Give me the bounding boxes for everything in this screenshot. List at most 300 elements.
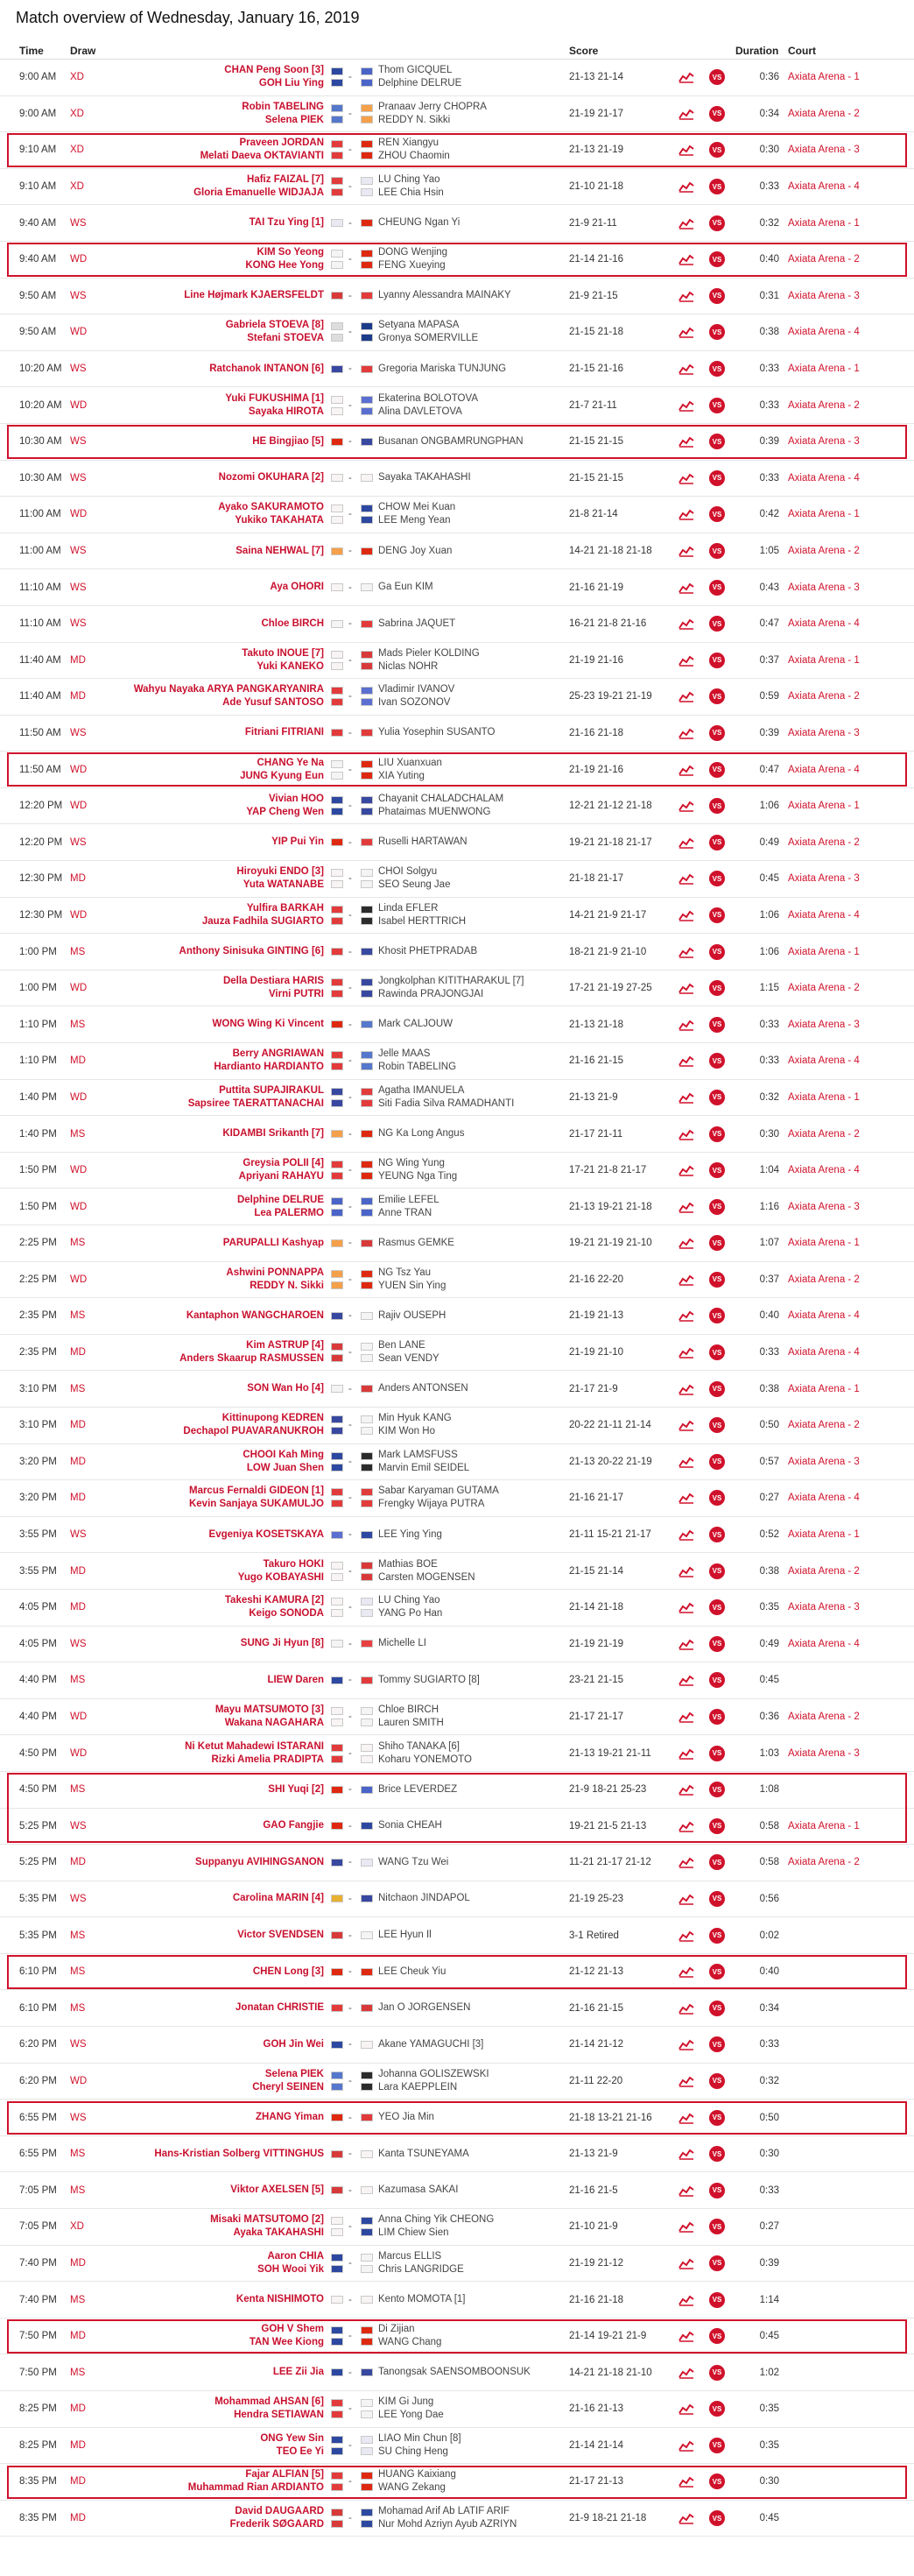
stats-chart-icon[interactable]: [678, 2064, 694, 2100]
draw-link[interactable]: WS: [70, 472, 87, 483]
away-player-link[interactable]: YEUNG Nga Ting: [378, 1171, 458, 1182]
home-player-link[interactable]: Misaki MATSUTOMO [2]: [210, 2214, 324, 2226]
head-to-head-button[interactable]: [709, 1809, 725, 1845]
home-player-link[interactable]: Victor SVENDSEN: [237, 1930, 324, 1941]
head-to-head-button[interactable]: [709, 1189, 725, 1224]
head-to-head-button[interactable]: [709, 1153, 725, 1189]
away-player-link[interactable]: Pranaav Jerry CHOPRA: [378, 101, 487, 112]
draw-link[interactable]: WS: [70, 217, 87, 229]
away-player-link[interactable]: LEE Yong Dae: [378, 2410, 444, 2421]
head-to-head-button[interactable]: [709, 934, 725, 970]
home-player-link[interactable]: WONG Wing Ki Vincent: [212, 1019, 324, 1030]
home-player-link[interactable]: Aaron CHIA: [267, 2250, 324, 2262]
head-to-head-button[interactable]: [709, 1116, 725, 1152]
court-link[interactable]: Axiata Arena - 3: [788, 873, 860, 885]
away-player-link[interactable]: Marvin Emil SEIDEL: [378, 1462, 470, 1473]
away-player-link[interactable]: Frengky Wijaya PUTRA: [378, 1499, 485, 1510]
head-to-head-button[interactable]: [709, 1772, 725, 1808]
away-player-link[interactable]: DENG Joy Xuan: [378, 545, 453, 556]
home-player-link[interactable]: Keigo SONODA: [249, 1608, 324, 1620]
court-link[interactable]: Axiata Arena - 1: [788, 654, 860, 666]
home-player-link[interactable]: Apriyani RAHAYU: [238, 1171, 324, 1182]
head-to-head-button[interactable]: [709, 1444, 725, 1480]
head-to-head-button[interactable]: [709, 1990, 725, 2026]
away-player-link[interactable]: Chayanit CHALADCHALAM: [378, 794, 504, 805]
home-player-link[interactable]: Fitriani FITRIANI: [244, 727, 324, 738]
head-to-head-button[interactable]: [709, 2282, 725, 2318]
away-player-link[interactable]: Kento MOMOTA [1]: [378, 2294, 466, 2305]
court-link[interactable]: Axiata Arena - 2: [788, 1128, 860, 1140]
draw-link[interactable]: WS: [70, 2112, 87, 2123]
head-to-head-button[interactable]: [709, 1735, 725, 1771]
head-to-head-button[interactable]: [709, 242, 725, 278]
away-player-link[interactable]: LEE Meng Yean: [378, 515, 451, 526]
draw-link[interactable]: MS: [70, 1383, 86, 1394]
home-player-link[interactable]: Ashwini PONNAPPA: [226, 1267, 324, 1278]
head-to-head-button[interactable]: [709, 2064, 725, 2100]
draw-link[interactable]: MS: [70, 2294, 86, 2305]
head-to-head-button[interactable]: [709, 1845, 725, 1881]
home-player-link[interactable]: PARUPALLI Kashyap: [222, 1237, 324, 1248]
away-player-link[interactable]: Agatha IMANUELA: [378, 1084, 465, 1096]
draw-link[interactable]: WD: [70, 327, 88, 338]
draw-link[interactable]: WS: [70, 1529, 87, 1541]
draw-link[interactable]: MD: [70, 1456, 86, 1467]
away-player-link[interactable]: Shiho TANAKA [6]: [378, 1740, 460, 1752]
stats-chart-icon[interactable]: [678, 2100, 694, 2135]
away-player-link[interactable]: Jongkolphan KITITHARAKUL [7]: [378, 976, 524, 987]
court-link[interactable]: Axiata Arena - 1: [788, 72, 860, 83]
home-player-link[interactable]: KONG Hee Yong: [245, 260, 324, 272]
head-to-head-button[interactable]: [709, 2172, 725, 2208]
home-player-link[interactable]: Yugo KOBAYASHI: [237, 1571, 324, 1583]
home-player-link[interactable]: Fajar ALFIAN [5]: [245, 2469, 324, 2481]
home-player-link[interactable]: YIP Pui Yin: [271, 836, 324, 848]
home-player-link[interactable]: Stefani STOEVA: [247, 333, 324, 344]
home-player-link[interactable]: Selena PIEK: [264, 114, 324, 125]
stats-chart-icon[interactable]: [678, 643, 694, 679]
head-to-head-button[interactable]: [709, 533, 725, 569]
stats-chart-icon[interactable]: [678, 1627, 694, 1662]
draw-link[interactable]: MD: [70, 691, 86, 702]
head-to-head-button[interactable]: [709, 1225, 725, 1261]
draw-link[interactable]: WD: [70, 909, 88, 921]
away-player-link[interactable]: Kanta TSUNEYAMA: [378, 2148, 469, 2159]
draw-link[interactable]: XD: [70, 108, 84, 119]
court-link[interactable]: Axiata Arena - 2: [788, 1274, 860, 1285]
stats-chart-icon[interactable]: [678, 716, 694, 752]
home-player-link[interactable]: Yukiko TAKAHATA: [235, 515, 324, 526]
head-to-head-button[interactable]: [709, 1371, 725, 1407]
home-player-link[interactable]: LIEW Daren: [267, 1674, 324, 1685]
draw-link[interactable]: WS: [70, 836, 87, 848]
head-to-head-button[interactable]: [709, 898, 725, 934]
stats-chart-icon[interactable]: [678, 2428, 694, 2464]
stats-chart-icon[interactable]: [678, 1954, 694, 1990]
court-link[interactable]: Axiata Arena - 1: [788, 1091, 860, 1103]
stats-chart-icon[interactable]: [678, 2464, 694, 2500]
away-player-link[interactable]: SU Ching Heng: [378, 2445, 448, 2457]
draw-link[interactable]: MS: [70, 2184, 86, 2196]
head-to-head-button[interactable]: [709, 1335, 725, 1371]
head-to-head-button[interactable]: [709, 569, 725, 605]
home-player-link[interactable]: Greysia POLII [4]: [243, 1158, 324, 1169]
head-to-head-button[interactable]: [709, 1553, 725, 1589]
home-player-link[interactable]: Kenta NISHIMOTO: [236, 2294, 324, 2305]
away-player-link[interactable]: Carsten MOGENSEN: [378, 1571, 475, 1583]
home-player-link[interactable]: Wahyu Nayaka ARYA PANGKARYANIRA: [133, 684, 324, 695]
head-to-head-button[interactable]: [709, 2464, 725, 2500]
away-player-link[interactable]: Thom GICQUEL: [378, 65, 453, 76]
court-link[interactable]: Axiata Arena - 2: [788, 1565, 860, 1577]
away-player-link[interactable]: Ga Eun KIM: [378, 582, 433, 593]
stats-chart-icon[interactable]: [678, 1662, 694, 1698]
court-link[interactable]: Axiata Arena - 4: [788, 764, 860, 775]
away-player-link[interactable]: LEE Chia Hsin: [378, 187, 444, 199]
away-player-link[interactable]: LEE Cheuk Yiu: [378, 1966, 446, 1977]
away-player-link[interactable]: CHOW Mei Kuan: [378, 502, 456, 513]
draw-link[interactable]: WD: [70, 254, 88, 265]
head-to-head-button[interactable]: [709, 96, 725, 132]
draw-link[interactable]: WD: [70, 1747, 88, 1759]
head-to-head-button[interactable]: [709, 461, 725, 497]
away-player-link[interactable]: Sabar Karyaman GUTAMA: [378, 1486, 499, 1497]
home-player-link[interactable]: GOH V Shem: [261, 2324, 324, 2335]
draw-link[interactable]: MS: [70, 2149, 86, 2160]
head-to-head-button[interactable]: [709, 2428, 725, 2464]
home-player-link[interactable]: Chloe BIRCH: [261, 618, 324, 629]
away-player-link[interactable]: Sonia CHEAH: [378, 1820, 442, 1831]
stats-chart-icon[interactable]: [678, 861, 694, 897]
stats-chart-icon[interactable]: [678, 1080, 694, 1116]
home-player-link[interactable]: CHANG Ye Na: [257, 757, 324, 768]
court-link[interactable]: Axiata Arena - 2: [788, 546, 860, 557]
stats-chart-icon[interactable]: [678, 898, 694, 934]
away-player-link[interactable]: NG Wing Yung: [378, 1158, 445, 1169]
away-player-link[interactable]: Brice LEVERDEZ: [378, 1783, 458, 1795]
draw-link[interactable]: WD: [70, 2075, 88, 2086]
away-player-link[interactable]: Johanna GOLISZEWSKI: [378, 2068, 489, 2079]
head-to-head-button[interactable]: [709, 1298, 725, 1334]
court-link[interactable]: Axiata Arena - 2: [788, 983, 860, 994]
home-player-link[interactable]: Line Højmark KJAERSFELDT: [184, 290, 324, 301]
home-player-link[interactable]: Anders Skaarup RASMUSSEN: [179, 1353, 324, 1365]
home-player-link[interactable]: Della Destiara HARIS: [222, 976, 324, 987]
home-player-link[interactable]: Takeshi KAMURA [2]: [224, 1595, 324, 1606]
draw-link[interactable]: MD: [70, 1857, 86, 1868]
home-player-link[interactable]: Aya OHORI: [270, 582, 324, 593]
head-to-head-button[interactable]: [709, 314, 725, 350]
head-to-head-button[interactable]: [709, 679, 725, 715]
stats-chart-icon[interactable]: [678, 1043, 694, 1079]
away-player-link[interactable]: Tommy SUGIARTO [8]: [378, 1674, 480, 1685]
away-player-link[interactable]: Khosit PHETPRADAB: [378, 946, 478, 957]
draw-link[interactable]: MD: [70, 1347, 86, 1359]
draw-link[interactable]: MD: [70, 2331, 86, 2342]
draw-link[interactable]: WD: [70, 764, 88, 775]
draw-link[interactable]: MS: [70, 1930, 86, 1941]
court-link[interactable]: Axiata Arena - 1: [788, 946, 860, 957]
away-player-link[interactable]: REDDY N. Sikki: [378, 114, 451, 125]
stats-chart-icon[interactable]: [678, 1917, 694, 1953]
head-to-head-button[interactable]: [709, 1480, 725, 1516]
stats-chart-icon[interactable]: [678, 606, 694, 642]
court-link[interactable]: Axiata Arena - 2: [788, 399, 860, 411]
away-player-link[interactable]: REN Xiangyu: [378, 138, 439, 149]
stats-chart-icon[interactable]: [678, 1153, 694, 1189]
home-player-link[interactable]: GOH Jin Wei: [263, 2038, 324, 2050]
away-player-link[interactable]: Delphine DELRUE: [378, 78, 462, 89]
home-player-link[interactable]: Hiroyuki ENDO [3]: [236, 866, 324, 878]
away-player-link[interactable]: HUANG Kaixiang: [378, 2469, 456, 2481]
home-player-link[interactable]: Mohammad AHSAN [6]: [214, 2396, 324, 2408]
away-player-link[interactable]: Jan O JORGENSEN: [378, 2002, 471, 2014]
home-player-link[interactable]: Berry ANGRIAWAN: [232, 1048, 324, 1060]
draw-link[interactable]: MS: [70, 2002, 86, 2014]
home-player-link[interactable]: ONG Yew Sin: [260, 2432, 324, 2444]
home-player-link[interactable]: Delphine DELRUE: [236, 1194, 324, 1205]
away-player-link[interactable]: Setyana MAPASA: [378, 320, 460, 331]
away-player-link[interactable]: Kazumasa SAKAI: [378, 2184, 459, 2196]
court-link[interactable]: Axiata Arena - 4: [788, 472, 860, 483]
away-player-link[interactable]: Busanan ONGBAMRUNGPHAN: [378, 435, 524, 447]
court-link[interactable]: Axiata Arena - 3: [788, 582, 860, 593]
draw-link[interactable]: WS: [70, 582, 87, 593]
head-to-head-button[interactable]: [709, 279, 725, 314]
away-player-link[interactable]: Anna Ching Yik CHEONG: [378, 2214, 495, 2226]
draw-link[interactable]: WS: [70, 2039, 87, 2050]
draw-link[interactable]: XD: [70, 72, 84, 83]
stats-chart-icon[interactable]: [678, 2354, 694, 2390]
draw-link[interactable]: WD: [70, 1091, 88, 1103]
home-player-link[interactable]: Lea PALERMO: [254, 1207, 324, 1218]
home-player-link[interactable]: Kantaphon WANGCHAROEN: [186, 1309, 324, 1321]
away-player-link[interactable]: Koharu YONEMOTO: [378, 1754, 472, 1765]
head-to-head-button[interactable]: [709, 2391, 725, 2427]
away-player-link[interactable]: LIU Xuanxuan: [378, 757, 442, 768]
away-player-link[interactable]: Siti Fadia Silva RAMADHANTI: [378, 1097, 515, 1109]
away-player-link[interactable]: Anne TRAN: [378, 1207, 432, 1218]
stats-chart-icon[interactable]: [678, 2209, 694, 2245]
home-player-link[interactable]: Kevin Sanjaya SUKAMULJO: [188, 1499, 324, 1510]
draw-link[interactable]: MS: [70, 1675, 86, 1686]
draw-link[interactable]: MD: [70, 1565, 86, 1577]
draw-link[interactable]: WD: [70, 1201, 88, 1212]
stats-chart-icon[interactable]: [678, 2246, 694, 2282]
stats-chart-icon[interactable]: [678, 1298, 694, 1334]
home-player-link[interactable]: Ratchanok INTANON [6]: [209, 363, 324, 374]
home-player-link[interactable]: Takuto INOUE [7]: [242, 647, 324, 659]
away-player-link[interactable]: Michelle LI: [378, 1638, 426, 1649]
home-player-link[interactable]: Ade Yusuf SANTOSO: [222, 697, 324, 709]
court-link[interactable]: Axiata Arena - 4: [788, 181, 860, 193]
draw-link[interactable]: WD: [70, 801, 88, 812]
away-player-link[interactable]: Mark LAMSFUSS: [378, 1449, 458, 1460]
court-link[interactable]: Axiata Arena - 1: [788, 1383, 860, 1394]
home-player-link[interactable]: Melati Daeva OKTAVIANTI: [200, 151, 324, 162]
away-player-link[interactable]: WANG Tzu Wei: [378, 1856, 449, 1867]
stats-chart-icon[interactable]: [678, 1699, 694, 1735]
stats-chart-icon[interactable]: [678, 2027, 694, 2063]
away-player-link[interactable]: YUEN Sin Ying: [378, 1280, 446, 1291]
court-link[interactable]: Axiata Arena - 2: [788, 1857, 860, 1868]
court-link[interactable]: Axiata Arena - 3: [788, 1019, 860, 1030]
away-player-link[interactable]: FENG Xueying: [378, 260, 446, 272]
draw-link[interactable]: WD: [70, 509, 88, 520]
court-link[interactable]: Axiata Arena - 1: [788, 217, 860, 229]
stats-chart-icon[interactable]: [678, 2501, 694, 2537]
court-link[interactable]: Axiata Arena - 3: [788, 290, 860, 301]
away-player-link[interactable]: SEO Seung Jae: [378, 879, 451, 891]
home-player-link[interactable]: CHOOI Kah Ming: [243, 1449, 324, 1460]
away-player-link[interactable]: KIM Gi Jung: [378, 2396, 434, 2408]
home-player-link[interactable]: SON Wan Ho [4]: [247, 1383, 324, 1394]
stats-chart-icon[interactable]: [678, 679, 694, 715]
away-player-link[interactable]: Nur Mohd Azriyn Ayub AZRIYN: [378, 2519, 517, 2530]
draw-link[interactable]: MD: [70, 1602, 86, 1613]
away-player-link[interactable]: Rasmus GEMKE: [378, 1237, 454, 1248]
away-player-link[interactable]: Mads Pieler KOLDING: [378, 647, 480, 659]
away-player-link[interactable]: Robin TABELING: [378, 1062, 457, 1073]
draw-link[interactable]: WS: [70, 290, 87, 301]
stats-chart-icon[interactable]: [678, 60, 694, 95]
away-player-link[interactable]: ZHOU Chaomin: [378, 151, 450, 162]
stats-chart-icon[interactable]: [678, 2318, 694, 2354]
court-link[interactable]: Axiata Arena - 4: [788, 1638, 860, 1649]
head-to-head-button[interactable]: [709, 205, 725, 241]
away-player-link[interactable]: Niclas NOHR: [378, 660, 439, 672]
away-player-link[interactable]: KIM Won Ho: [378, 1426, 435, 1437]
court-link[interactable]: Axiata Arena - 2: [788, 691, 860, 702]
home-player-link[interactable]: Hardianto HARDIANTO: [214, 1062, 324, 1073]
away-player-link[interactable]: Lara KAEPPLEIN: [378, 2081, 458, 2093]
home-player-link[interactable]: YAP Cheng Wen: [246, 807, 324, 818]
draw-link[interactable]: XD: [70, 2221, 84, 2233]
draw-link[interactable]: WD: [70, 983, 88, 994]
court-link[interactable]: Axiata Arena - 4: [788, 618, 860, 630]
stats-chart-icon[interactable]: [678, 314, 694, 350]
head-to-head-button[interactable]: [709, 752, 725, 787]
stats-chart-icon[interactable]: [678, 533, 694, 569]
head-to-head-button[interactable]: [709, 1627, 725, 1662]
away-player-link[interactable]: CHOI Solgyu: [378, 866, 438, 878]
draw-link[interactable]: WS: [70, 727, 87, 738]
home-player-link[interactable]: Jauza Fadhila SUGIARTO: [201, 915, 324, 927]
stats-chart-icon[interactable]: [678, 1225, 694, 1261]
head-to-head-button[interactable]: [709, 2318, 725, 2354]
away-player-link[interactable]: Nitchaon JINDAPOL: [378, 1893, 470, 1904]
home-player-link[interactable]: Ayaka TAKAHASHI: [233, 2227, 324, 2239]
home-player-link[interactable]: Muhammad Rian ARDIANTO: [187, 2482, 324, 2494]
draw-link[interactable]: WS: [70, 436, 87, 448]
home-player-link[interactable]: Kim ASTRUP [4]: [246, 1340, 324, 1352]
home-player-link[interactable]: Sapsiree TAERATTANACHAI: [187, 1097, 324, 1109]
court-link[interactable]: Axiata Arena - 2: [788, 1420, 860, 1431]
court-link[interactable]: Axiata Arena - 4: [788, 327, 860, 338]
home-player-link[interactable]: Saina NEHWAL [7]: [236, 545, 324, 556]
away-player-link[interactable]: Vladimir IVANOV: [378, 684, 455, 695]
head-to-head-button[interactable]: [709, 2209, 725, 2245]
home-player-link[interactable]: Suppanyu AVIHINGSANON: [195, 1856, 324, 1867]
draw-link[interactable]: WS: [70, 1893, 87, 1904]
draw-link[interactable]: MD: [70, 654, 86, 666]
draw-link[interactable]: WD: [70, 1711, 88, 1723]
home-player-link[interactable]: LEE Zii Jia: [272, 2367, 324, 2378]
draw-link[interactable]: MS: [70, 946, 86, 957]
away-player-link[interactable]: Marcus ELLIS: [378, 2250, 442, 2262]
head-to-head-button[interactable]: [709, 1080, 725, 1116]
draw-link[interactable]: WS: [70, 1820, 87, 1831]
away-player-link[interactable]: Jelle MAAS: [378, 1048, 431, 1060]
stats-chart-icon[interactable]: [678, 1480, 694, 1516]
court-link[interactable]: Axiata Arena - 4: [788, 909, 860, 921]
home-player-link[interactable]: Nozomi OKUHARA [2]: [218, 472, 324, 483]
draw-link[interactable]: WS: [70, 618, 87, 630]
stats-chart-icon[interactable]: [678, 2282, 694, 2318]
stats-chart-icon[interactable]: [678, 132, 694, 168]
away-player-link[interactable]: Akane YAMAGUCHI [3]: [378, 2038, 484, 2050]
court-link[interactable]: Axiata Arena - 3: [788, 727, 860, 738]
away-player-link[interactable]: Mohamad Arif Ab LATIF ARIF: [378, 2506, 510, 2517]
away-player-link[interactable]: LIM Chiew Sien: [378, 2227, 449, 2239]
court-link[interactable]: Axiata Arena - 3: [788, 1456, 860, 1467]
stats-chart-icon[interactable]: [678, 752, 694, 787]
home-player-link[interactable]: Dechapol PUAVARANUKROH: [183, 1426, 324, 1437]
away-player-link[interactable]: Lauren SMITH: [378, 1718, 444, 1729]
court-link[interactable]: Axiata Arena - 1: [788, 1820, 860, 1831]
draw-link[interactable]: XD: [70, 145, 84, 156]
stats-chart-icon[interactable]: [678, 1189, 694, 1224]
stats-chart-icon[interactable]: [678, 1517, 694, 1553]
court-link[interactable]: Axiata Arena - 1: [788, 509, 860, 520]
home-player-link[interactable]: Cheryl SEINEN: [252, 2081, 324, 2093]
home-player-link[interactable]: CHEN Long [3]: [252, 1966, 324, 1977]
draw-link[interactable]: MS: [70, 2367, 86, 2378]
stats-chart-icon[interactable]: [678, 788, 694, 824]
away-player-link[interactable]: WANG Chang: [378, 2337, 442, 2348]
draw-link[interactable]: MS: [70, 1128, 86, 1140]
home-player-link[interactable]: Hans-Kristian Solberg VITTINGHUS: [154, 2148, 324, 2159]
stats-chart-icon[interactable]: [678, 1845, 694, 1881]
stats-chart-icon[interactable]: [678, 351, 694, 387]
home-player-link[interactable]: GAO Fangjie: [263, 1820, 324, 1831]
home-player-link[interactable]: Rizki Amelia PRADIPTA: [211, 1754, 324, 1765]
away-player-link[interactable]: Gronya SOMERVILLE: [378, 333, 479, 344]
home-player-link[interactable]: KIM So Yeong: [257, 247, 324, 258]
head-to-head-button[interactable]: [709, 60, 725, 95]
court-link[interactable]: Axiata Arena - 2: [788, 836, 860, 848]
home-player-link[interactable]: Puttita SUPAJIRAKUL: [219, 1084, 324, 1096]
draw-link[interactable]: MS: [70, 1310, 86, 1322]
away-player-link[interactable]: YEO Jia Min: [378, 2112, 434, 2123]
away-player-link[interactable]: Emilie LEFEL: [378, 1194, 439, 1205]
home-player-link[interactable]: TAN Wee Kiong: [249, 2337, 324, 2348]
stats-chart-icon[interactable]: [678, 96, 694, 132]
stats-chart-icon[interactable]: [678, 1809, 694, 1845]
stats-chart-icon[interactable]: [678, 569, 694, 605]
home-player-link[interactable]: SOH Wooi Yik: [257, 2263, 324, 2275]
home-player-link[interactable]: Praveen JORDAN: [239, 138, 324, 149]
stats-chart-icon[interactable]: [678, 279, 694, 314]
home-player-link[interactable]: Yuki FUKUSHIMA [1]: [225, 392, 324, 404]
court-link[interactable]: Axiata Arena - 1: [788, 1238, 860, 1249]
court-link[interactable]: Axiata Arena - 2: [788, 1711, 860, 1723]
draw-link[interactable]: MD: [70, 1493, 86, 1504]
home-player-link[interactable]: Ayako SAKURAMOTO: [218, 502, 324, 513]
court-link[interactable]: Axiata Arena - 4: [788, 1165, 860, 1176]
head-to-head-button[interactable]: [709, 788, 725, 824]
court-link[interactable]: Axiata Arena - 4: [788, 1493, 860, 1504]
